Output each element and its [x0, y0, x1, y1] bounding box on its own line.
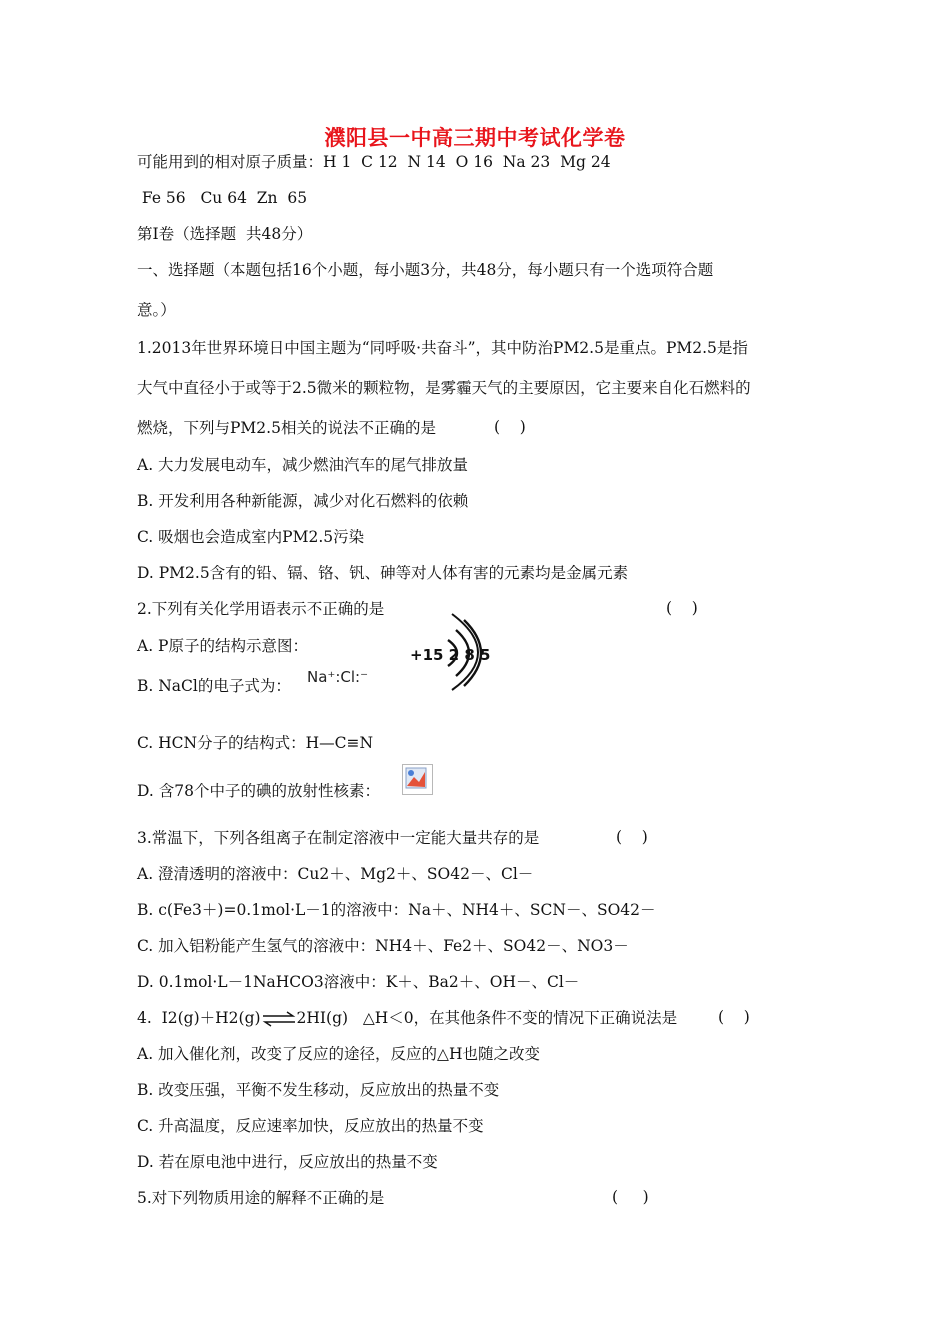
q3-answer-paren: ( ) [616, 828, 648, 846]
q2-option-d: D. 含78个中子的碘的放射性核素： [137, 782, 380, 800]
nacl-electron-formula: Na⁺:Cl:⁻ [307, 668, 368, 686]
q3-option-b: B. c(Fe3＋)=0.1mol·L－1的溶液中：Na＋、NH4＋、SCN－、SO42－ [137, 901, 656, 919]
q5-stem: 5.对下列物质用途的解释不正确的是 [137, 1189, 385, 1207]
q4-stem-reactants: 4. I2(g)＋H2(g) [137, 1009, 261, 1027]
phosphorus-atom-structure-diagram [408, 612, 492, 692]
section-heading: 第Ⅰ卷（选择题 共48分） [137, 225, 313, 243]
q1-stem-line-1: 1.2013年世界环境日中国主题为“同呼吸·共奋斗”，其中防治PM2.5是重点。PM2.5是指 [137, 339, 748, 357]
q3-option-a: A. 澄清透明的溶液中：Cu2＋、Mg2＋、SO42－、Cl－ [137, 865, 534, 883]
q5-answer-paren: ( ) [612, 1188, 649, 1206]
q3-stem: 3.常温下，下列各组离子在制定溶液中一定能大量共存的是 [137, 829, 540, 847]
q3-option-d: D. 0.1mol·L－1NaHCO3溶液中：K＋、Ba2＋、OH－、Cl－ [137, 973, 580, 991]
q4-stem-products: 2HI(g) △H＜0，在其他条件不变的情况下正确说法是 [296, 1009, 678, 1027]
q2-stem: 2.下列有关化学用语表示不正确的是 [137, 600, 385, 618]
diagram-label: +15 2 8 5 [410, 646, 491, 664]
atomic-masses-line-1: 可能用到的相对原子质量：H 1 C 12 N 14 O 16 Na 23 Mg 24 [137, 153, 611, 171]
q2-answer-paren: ( ) [666, 599, 698, 617]
atomic-masses-line-2: Fe 56 Cu 64 Zn 65 [137, 189, 308, 207]
q2-option-c: C. HCN分子的结构式：H—C≡N [137, 734, 374, 752]
instructions-line-1: 一、选择题（本题包括16个小题，每小题3分，共48分，每小题只有一个选项符合题 [137, 261, 714, 279]
exam-title: 濮阳县一中高三期中考试化学卷 [324, 125, 626, 150]
q4-option-c: C. 升高温度，反应速率加快，反应放出的热量不变 [137, 1117, 484, 1135]
q1-stem-line-3: 燃烧，下列与PM2.5相关的说法不正确的是 [137, 419, 436, 437]
q4-option-d: D. 若在原电池中进行，反应放出的热量不变 [137, 1153, 438, 1171]
q1-answer-paren: ( ) [494, 418, 526, 436]
equilibrium-arrow-icon [261, 1012, 297, 1026]
q1-option-d: D. PM2.5含有的铅、镉、铬、钒、砷等对人体有害的元素均是金属元素 [137, 564, 629, 582]
q1-option-a: A. 大力发展电动车，减少燃油汽车的尾气排放量 [137, 456, 469, 474]
q4-stem [137, 1008, 677, 1028]
broken-image-icon [402, 764, 433, 795]
q4-option-b: B. 改变压强，平衡不发生移动，反应放出的热量不变 [137, 1081, 500, 1099]
q2-option-a: A. P原子的结构示意图： [137, 637, 308, 655]
q1-option-b: B. 开发利用各种新能源，减少对化石燃料的依赖 [137, 492, 469, 510]
q3-option-c: C. 加入铝粉能产生氢气的溶液中：NH4＋、Fe2＋、SO42－、NO3－ [137, 937, 629, 955]
q1-option-c: C. 吸烟也会造成室内PM2.5污染 [137, 528, 365, 546]
q1-stem-line-2: 大气中直径小于或等于2.5微米的颗粒物，是雾霾天气的主要原因，它主要来自化石燃料的 [137, 379, 751, 397]
instructions-line-2: 意。） [137, 301, 176, 319]
q4-answer-paren: ( ) [718, 1008, 750, 1026]
q2-option-b: B. NaCl的电子式为： [137, 677, 291, 695]
q4-option-a: A. 加入催化剂，改变了反应的途径，反应的△H也随之改变 [137, 1045, 540, 1063]
